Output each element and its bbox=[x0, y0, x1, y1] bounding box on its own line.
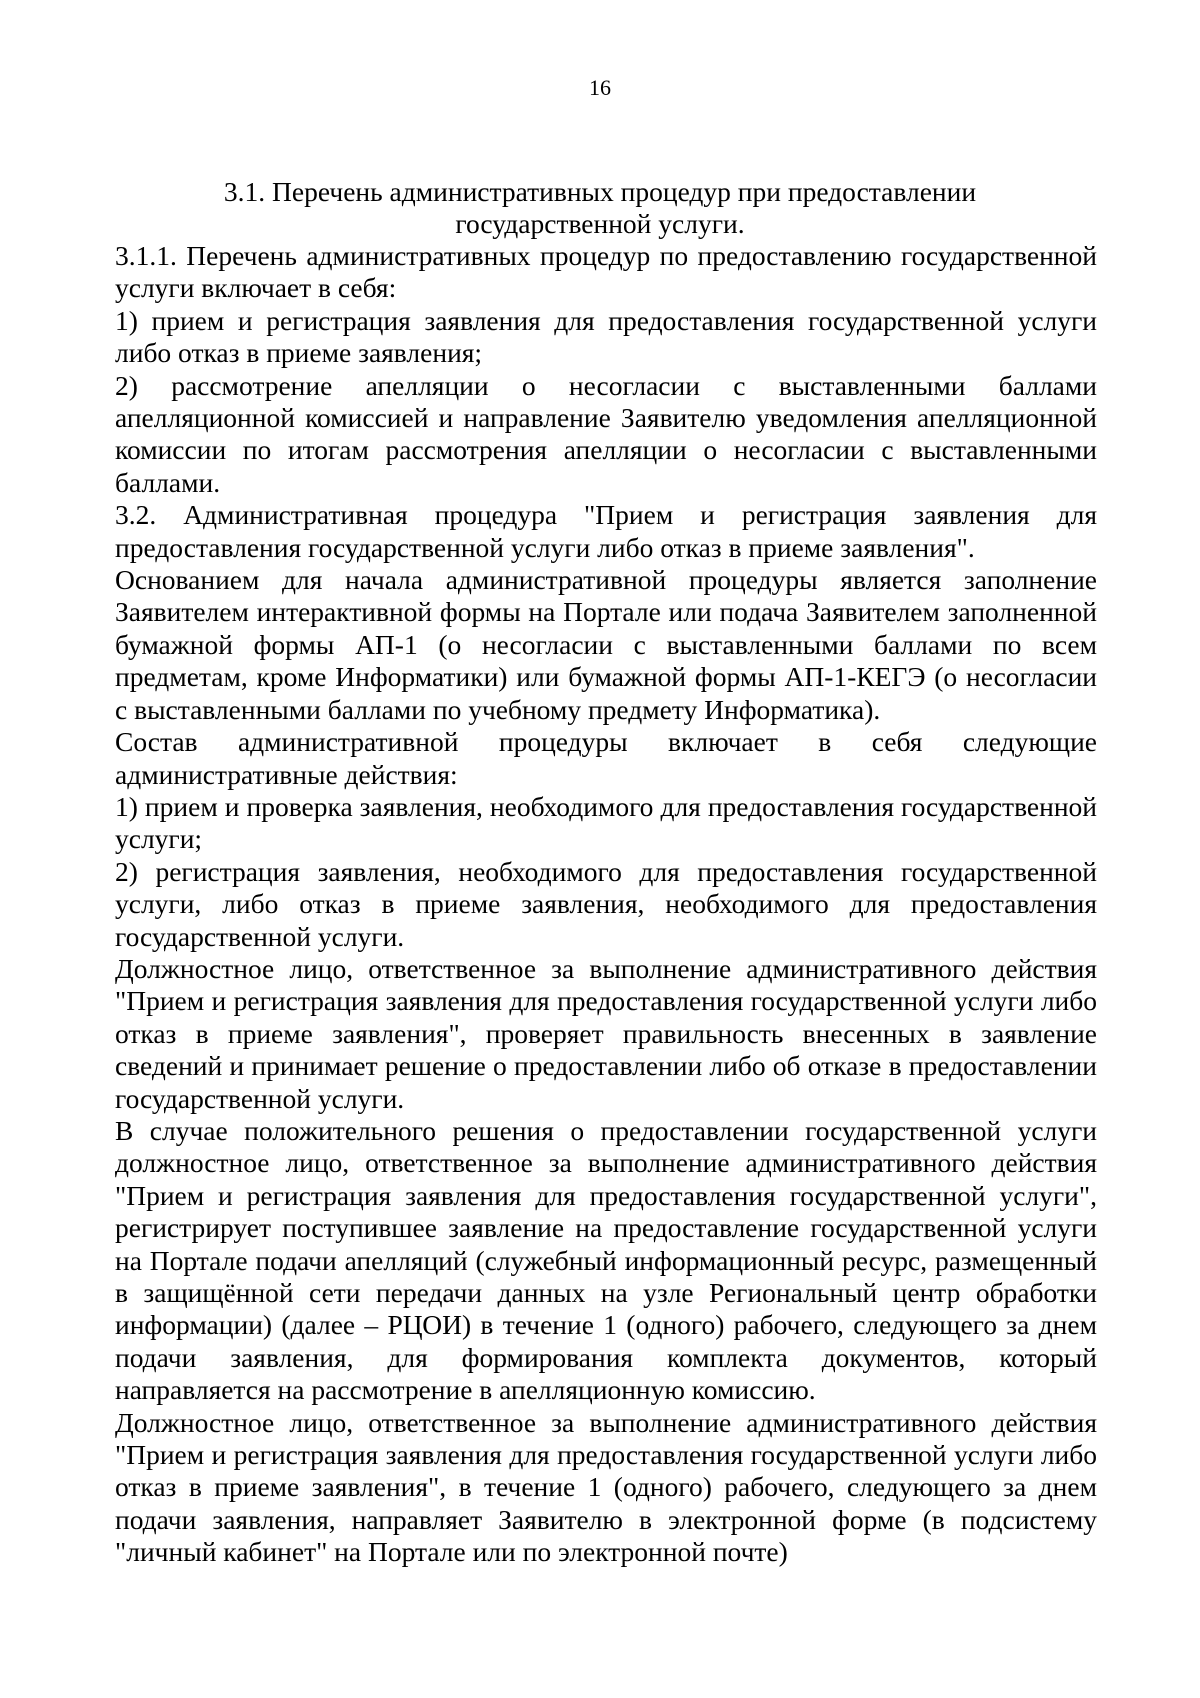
document-body bbox=[115, 240, 1097, 1569]
paragraph-positive-decision: В случае положительного решения о предоставлении государственной услуги должностное лицо, ответственное за выполнение административного действия "Прием и регистрация заявления для предоставления государственной услуги", регистрирует поступившее заявление на предоставление государственной услуги на Портале подачи апелляций (служебный информационный ресурс, размещенный в защищённой сети передачи данных на узле Региональный центр обработки информации) (далее – РЦОИ) в течение 1 (одного) рабочего, следующего за днем подачи заявления, для формирования комплекта документов, который направляется на рассмотрение в апелляционную комиссию. bbox=[115, 1114, 1097, 1406]
paragraph-composition: Состав административной процедуры включает в себя следующие административные действия: bbox=[115, 726, 1097, 790]
paragraph-item-1: 1) прием и регистрация заявления для предоставления государственной услуги либо отказ в приеме заявления; bbox=[115, 304, 1097, 369]
paragraph-official-check: Должностное лицо, ответственное за выполнение административного действия "Прием и регистрация заявления для предоставления государственной услуги либо отказ в приеме заявления", проверяет правильность внесенных в заявление сведений и принимает решение о предоставлении либо об отказе в предоставлении государственной услуги. bbox=[115, 952, 1097, 1114]
paragraph-notification: Должностное лицо, ответственное за выполнение административного действия "Прием и регистрация заявления для предоставления государственной услуги либо отказ в приеме заявления", в течение 1 (одного) рабочего, следующего за днем подачи заявления, направляет Заявителю в электронной форме (в подсистему "личный кабинет" на Портале или по электронной почте) bbox=[115, 1406, 1097, 1568]
paragraph-action-1: 1) прием и проверка заявления, необходимого для предоставления государственной услуги; bbox=[115, 790, 1097, 855]
paragraph-3-1-1: 3.1.1. Перечень административных процедур по предоставлению государственной услуги включает в себя: bbox=[115, 240, 1097, 304]
paragraph-3-2: 3.2. Административная процедура "Прием и регистрация заявления для предоставления государственной услуги либо отказ в приеме заявления". bbox=[115, 499, 1097, 563]
paragraph-action-2: 2) регистрация заявления, необходимого для предоставления государственной услуги, либо отказ в приеме заявления, необходимого для предоставления государственной услуги. bbox=[115, 855, 1097, 952]
page-number: 16 bbox=[589, 75, 611, 100]
paragraph-item-2: 2) рассмотрение апелляции о несогласии с выставленными баллами апелляционной комиссией и направление Заявителю уведомления апелляционной комиссии по итогам рассмотрения апелляции о несогласии с выставленными баллами. bbox=[115, 369, 1097, 498]
paragraph-basis: Основанием для начала административной процедуры является заполнение Заявителем интерактивной формы на Портале или подача Заявителем заполненной бумажной формы АП-1 (о несогласии с выставленными баллами по всем предметам, кроме Информатики) или бумажной формы АП-1-КЕГЭ (о несогласии с выставленными баллами по учебному предмету Информатика). bbox=[115, 564, 1097, 725]
section-title: 3.1. Перечень административных процедур при предоставлении государственной услуги. bbox=[223, 176, 977, 239]
